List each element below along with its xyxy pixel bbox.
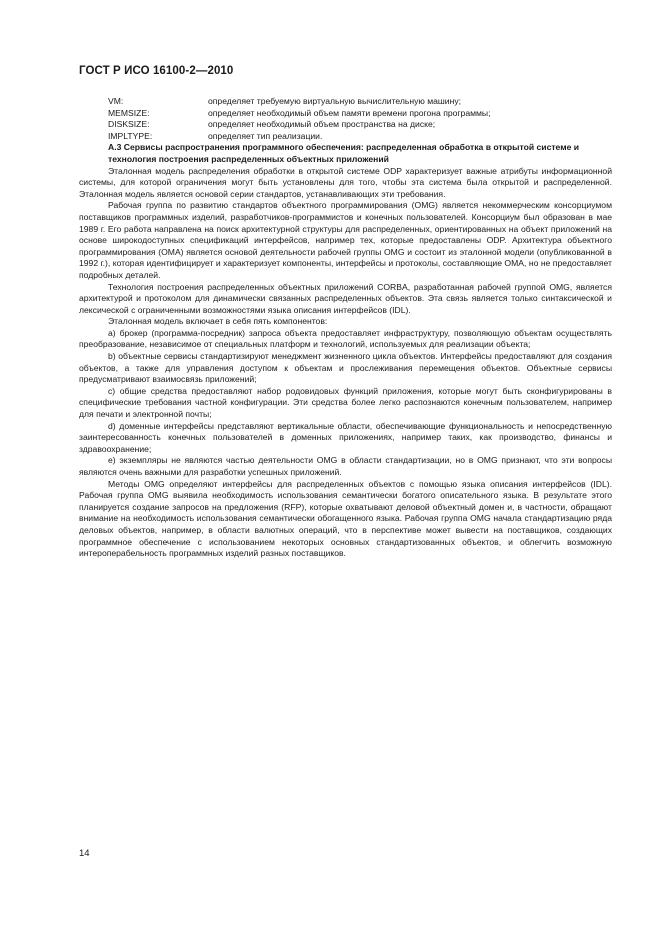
list-item: c) общие средства предоставляют набор родовидовых функций приложения, которые могут быть сконфигурированы в специфические требования частной конфигурации. Эти средства более легко распознаются конечным пользователем, например для печати и электронной почты; [79,385,612,420]
list-item: e) экземпляры не являются частью деятельности OMG в области стандартизации, но в OMG признают, что эти вопросы являются очень важными для разработки успешных приложений. [79,455,612,477]
page-number: 14 [79,848,90,859]
document-header: ГОСТ Р ИСО 16100-2—2010 [79,65,234,77]
list-item: a) брокер (программа-посредник) запроса объекта предоставляет инфраструктуру, позволяющую объектам осуществлять преобразование, независимое от специальных платформ и технологий, используемых для реализации объекта; [79,327,612,350]
definition-term: VM: [108,96,124,106]
definition-list [108,96,612,142]
paragraph: Методы OMG определяют интерфейсы для распределенных объектов с помощью языка описания интерфейсов (IDL). Рабочая группа OMG выявила необходимость использования семантически богатого описательного языка. В результате этого планируется создание запросов на предложения (RFP), которые охватывают деловой объектный домен и, в частности, обращают внимание на необходимость использования семантически обогащенного языка. Рабочая группа OMG начала стандартизацию ряда деловых объектов, например, в области валютных операций, что в перспективе может вывести на поставщиков, создающих программное обеспечение с использованием некоторых основных стандартизованных объектов, и облегчить возможную интероперабельность программных изделий разных поставщиков. [79,478,612,559]
definition-term: DISKSIZE: [108,119,150,130]
definition-text: определяет тип реализации. [208,130,323,141]
definition-item [108,96,612,108]
list-item: d) доменные интерфейсы представляют вертикальные области, обеспечивающие функциональность и непосредственную заинтересованность конечных пользователей в доменных приложениях, например таких, как производство, финансы и здравоохранение; [79,420,612,454]
definition-term: MEMSIZE: [108,107,150,118]
page-body [79,96,612,560]
list-item: b) объектные сервисы стандартизируют менеджмент жизненного цикла объектов. Интерфейсы предоставляют для создания объектов, а также для управления доступом к объектам и прослеживания перемещения объектов. Объектные сервисы предусматривают взаимосвязь приложений; [79,351,612,385]
definition-text: определяет необходимый объем памяти времени прогона программы; [208,107,491,118]
section-heading: А.3 Сервисы распространения программного обеспечения: распределенная обработка в открытой системе и технология построения распределенных объектных приложений [108,142,580,164]
definition-term: IMPLTYPE: [108,130,153,141]
paragraph: Эталонная модель включает в себя пять компонентов: [108,316,328,327]
definition-text: определяет необходимый объем пространства на диске; [208,119,436,130]
definition-text: определяет требуемую виртуальную вычислительную машину; [208,96,462,106]
definition-item [108,131,612,143]
paragraph: Рабочая группа по развитию стандартов объектного программирования (OMG) является некоммерческим консорциумом поставщиков программных изделий, разработчиков-программистов и конечных пользователей. Консорциум был образован в мае 1989 г. Его работа направлена на поиск архитектурной структуры для распределенных, ориентированных на объект приложений на основе широкодоступных спецификаций интерфейсов, например тех, которые предоставлены ODP. Архитектура объектного программирования (OMA) является основой деятельности рабочей группы OMG и состоит из эталонной модели (опубликованной в 1992 г.), которая идентифицирует и характеризует компоненты, интерфейсы и протоколы, составляющие OMA, но не предоставляет подробных деталей. [79,200,612,280]
definition-item [108,108,612,120]
paragraph: Эталонная модель распределения обработки в открытой системе ODP характеризует важные атрибуты информационной системы, для которой ограничения могут быть установлены для того, чтобы эта система была открытой и распределенной. Эталонная модель является основой серии стандартов, устанавливающих эти требования. [79,165,612,199]
definition-item [108,119,612,131]
paragraph: Технология построения распределенных объектных приложений CORBA, разработанная рабочей группой OMG, является архитектурой и протоколом для динамически связанных распределенных объектов. Эта связь является только синтаксической и лексической с ограниченными возможностями языка описания интерфейсов (IDL). [79,281,612,315]
